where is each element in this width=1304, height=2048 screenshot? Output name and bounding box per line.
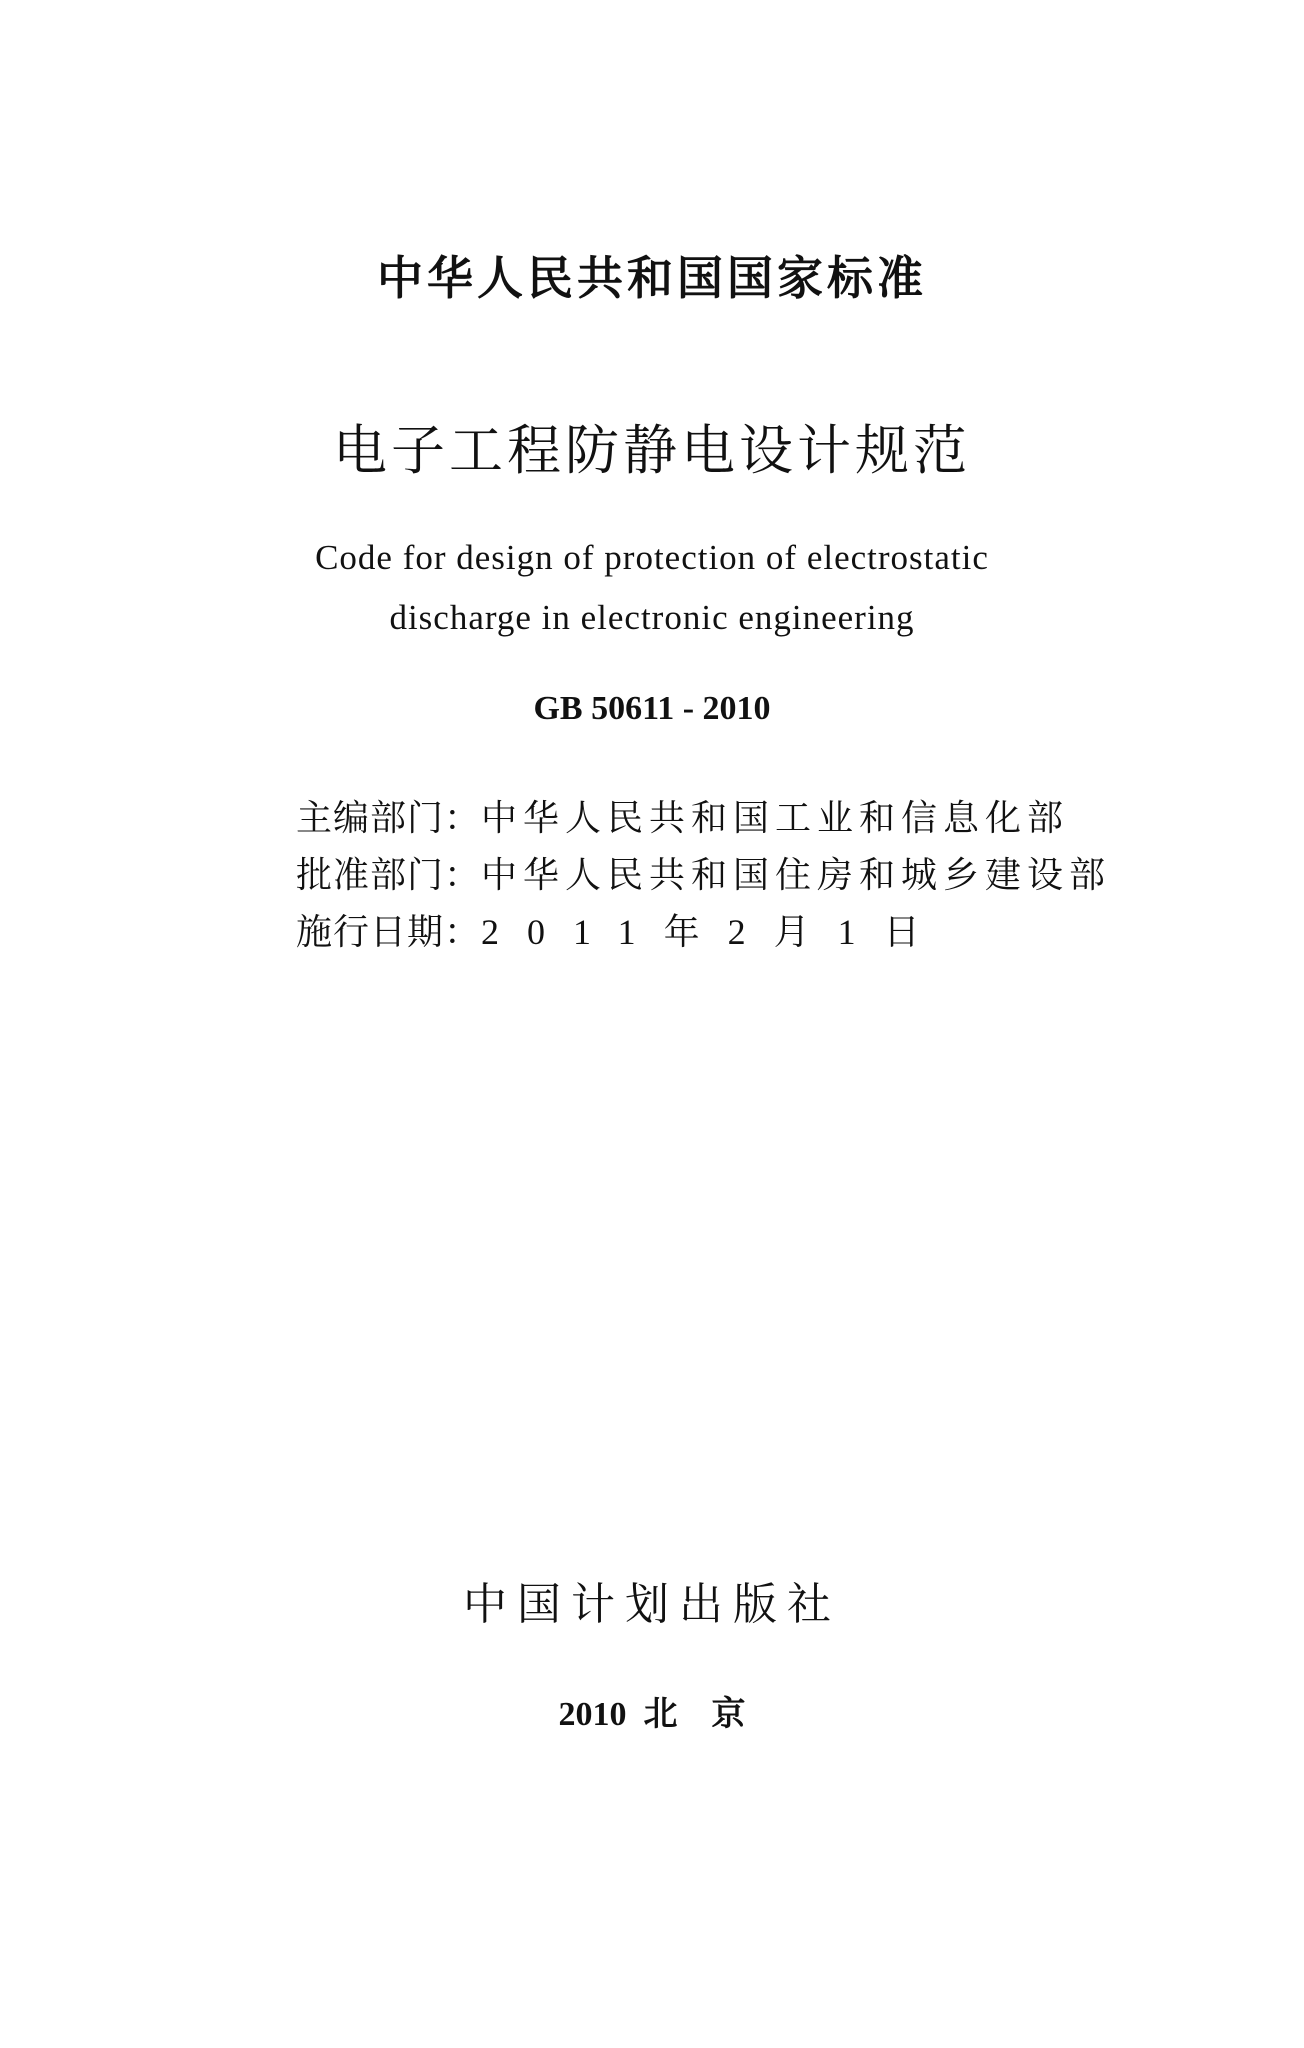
effective-date-row [296, 904, 1111, 961]
editor-row [296, 790, 1111, 847]
publication-place-year: 2010 北 京 [558, 1696, 746, 1733]
title-english-line-2: discharge in electronic engineering [389, 598, 915, 637]
standard-code: GB 50611 - 2010 [533, 690, 771, 727]
standard-series: 中华人民共和国国家标准 [377, 251, 927, 305]
title-english-line-1: Code for design of protection of electrostatic [315, 538, 989, 577]
approver-label: 批准部门： [296, 855, 482, 896]
title-english [0, 528, 1304, 648]
publisher: 中国计划出版社 [463, 1579, 841, 1630]
info-block [296, 790, 1111, 961]
approver-row [296, 847, 1111, 904]
editor-label: 主编部门： [296, 798, 482, 839]
editor-value: 中华人民共和国工业和信息化部 [481, 798, 1070, 839]
title-chinese: 电子工程防静电设计规范 [333, 419, 971, 482]
effective-date-label: 施行日期： [296, 912, 482, 953]
approver-value: 中华人民共和国住房和城乡建设部 [481, 855, 1112, 896]
effective-date-value: 2011年2月1日 [481, 912, 948, 952]
